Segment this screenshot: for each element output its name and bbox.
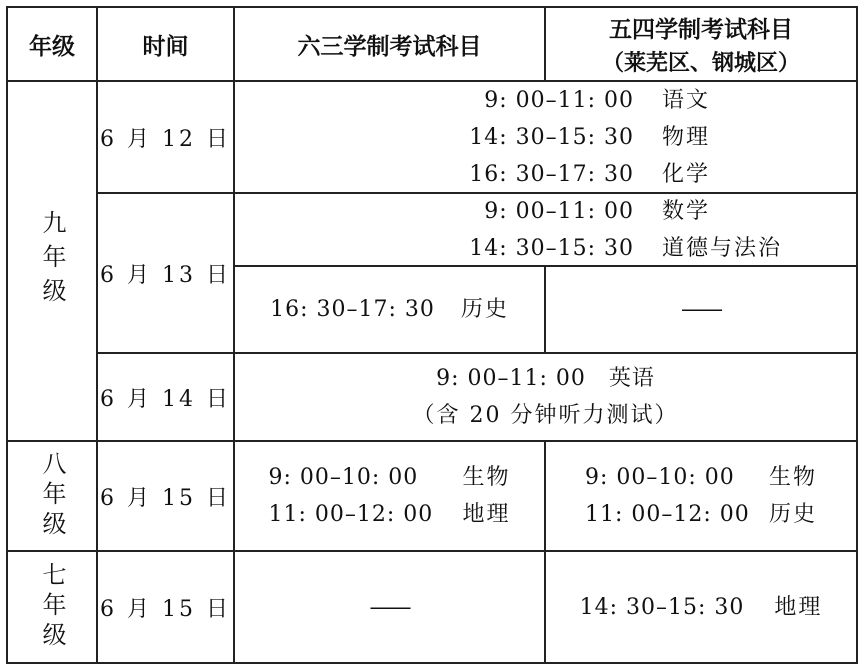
schedule-row [279, 156, 812, 193]
schedule-row [580, 589, 823, 626]
header-system-54 [546, 8, 856, 80]
exam-subject: 数学 [662, 198, 711, 224]
schedule-row [270, 291, 509, 328]
schedule-row [279, 82, 812, 119]
grade8-schedule-63 [235, 442, 544, 550]
header-system-63 [235, 8, 544, 80]
grade8-schedule-54 [546, 442, 856, 550]
schedule-row [268, 496, 510, 533]
date-label: 6 月 14 日 [100, 386, 231, 412]
date-label: 6 月 13 日 [100, 262, 231, 288]
grade-8-label: 八年级 [38, 451, 66, 541]
table-border-right [856, 6, 858, 664]
schedule-note [413, 397, 679, 434]
listening-test-note: （含 20 分钟听力测试） [412, 403, 679, 428]
schedule-june-13-history-54 [546, 267, 856, 352]
grade-9 [8, 82, 96, 440]
grade-8 [8, 442, 96, 550]
header-time-label: 时间 [142, 33, 189, 60]
schedule-row [279, 230, 812, 267]
grade7-schedule-63 [235, 552, 544, 662]
exam-time: 14: 30–15: 30 [469, 235, 634, 261]
schedule-row [585, 459, 817, 496]
exam-subject: 生物 [462, 465, 511, 490]
date-label: 6 月 15 日 [100, 485, 231, 511]
date-june-13 [98, 194, 233, 352]
exam-time: 9: 00–11: 00 [484, 198, 634, 224]
exam-subject: 历史 [768, 502, 817, 527]
not-applicable-dash: —— [681, 297, 721, 322]
header-system-54-note: （莱芜区、钢城区） [601, 51, 800, 76]
header-grade [8, 8, 96, 80]
exam-time: 14: 30–15: 30 [469, 124, 634, 150]
schedule-june-13-shared [235, 194, 856, 265]
date-label: 6 月 12 日 [100, 126, 231, 152]
exam-time: 14: 30–15: 30 [579, 594, 745, 620]
exam-subject: 历史 [460, 297, 509, 322]
schedule-row [585, 496, 817, 533]
grade-7 [8, 552, 96, 662]
date-june-15-grade8 [98, 442, 233, 550]
exam-time: 9: 00–10: 00 [268, 465, 419, 490]
schedule-row [279, 119, 812, 156]
exam-time: 11: 00–12: 00 [268, 502, 434, 527]
schedule-row [436, 360, 655, 397]
date-label: 6 月 15 日 [100, 596, 231, 622]
schedule-row [279, 193, 812, 230]
exam-time: 11: 00–12: 00 [584, 502, 750, 527]
exam-time: 16: 30–17: 30 [469, 161, 634, 187]
date-june-12 [98, 82, 233, 192]
grade-7-label: 七年级 [38, 562, 66, 652]
header-grade-label: 年级 [29, 33, 75, 60]
table-border-bottom [6, 662, 858, 664]
exam-subject: 物理 [662, 124, 711, 150]
exam-subject: 生物 [768, 465, 817, 490]
header-system-54-label: 五四学制考试科目 [609, 17, 793, 43]
header-system-63-label: 六三学制考试科目 [297, 33, 482, 60]
date-june-15-grade7 [98, 552, 233, 662]
not-applicable-dash: —— [369, 594, 410, 620]
exam-english: 9: 00–11: 00 英语 [436, 366, 655, 391]
exam-subject: 地理 [462, 502, 511, 527]
header-time [98, 8, 233, 80]
exam-subject: 语文 [662, 87, 711, 113]
grade7-schedule-54 [546, 552, 856, 662]
exam-subject: 化学 [662, 161, 711, 187]
schedule-june-12 [235, 82, 856, 192]
exam-subject: 道德与法治 [662, 235, 783, 261]
exam-subject: 地理 [774, 594, 823, 620]
exam-time: 16: 30–17: 30 [270, 297, 435, 322]
schedule-june-13-history-63 [235, 267, 544, 352]
schedule-row [268, 459, 510, 496]
exam-time: 9: 00–11: 00 [484, 87, 634, 113]
schedule-june-14 [235, 354, 856, 440]
date-june-14 [98, 354, 233, 440]
exam-time: 9: 00–10: 00 [584, 465, 735, 490]
grade-9-label: 九年级 [38, 210, 66, 312]
